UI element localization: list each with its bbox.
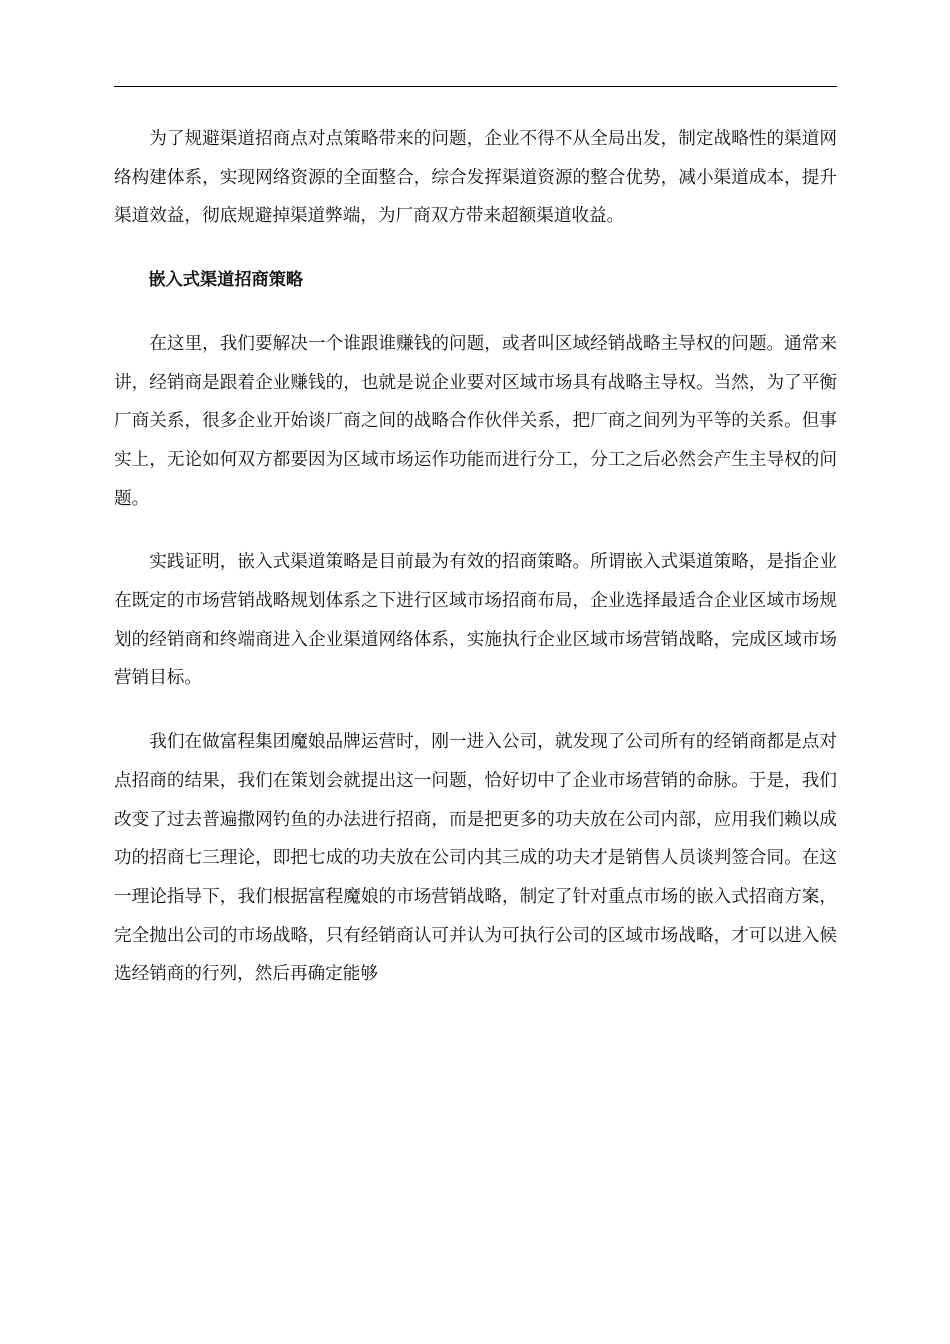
- paragraph-definition: 实践证明，嵌入式渠道策略是目前最为有效的招商策略。所谓嵌入式渠道策略，是指企业在既定的市场营销战略规划体系之下进行区域市场招商布局，企业选择最适合企业区域市场规划的经销商和终端商进入企业渠道网络体系，实施执行企业区域市场营销战略，完成区域市场营销目标。: [114, 552, 837, 689]
- paragraph-intro: 为了规避渠道招商点对点策略带来的问题，企业不得不从全局出发，制定战略性的渠道网络构建体系，实现网络资源的全面整合，综合发挥渠道资源的整合优势，减小渠道成本，提升渠道效益，彻底规避掉渠道弊端，为厂商双方带来超额渠道收益。: [114, 129, 837, 227]
- section-heading: 嵌入式渠道招商策略: [148, 270, 304, 291]
- paragraph-case-study: 我们在做富程集团魔娘品牌运营时，刚一进入公司，就发现了公司所有的经销商都是点对点招商的结果，我们在策划会就提出这一问题，恰好切中了企业市场营销的命脉。于是，我们改变了过去普遍撒网钓鱼的办法进行招商，而是把更多的功夫放在公司内部，应用我们赖以成功的招商七三理论，即把七成的功夫放在公司内其三成的功夫才是销售人员谈判签合同。在这一理论指导下，我们根据富程魔娘的市场营销战略，制定了针对重点市场的嵌入式招商方案，完全抛出公司的市场战略，只有经销商认可并认为可执行公司的区域市场战略，才可以进入候选经销商的行列，然后再确定能够: [114, 732, 837, 985]
- document-body: [114, 120, 837, 1019]
- paragraph-leadership: 在这里，我们要解决一个谁跟谁赚钱的问题，或者叫区域经销战略主导权的问题。通常来讲，经销商是跟着企业赚钱的，也就是说企业要对区域市场具有战略主导权。当然，为了平衡厂商关系，很多企业开始谈厂商之间的战略合作伙伴关系，把厂商之间列为平等的关系。但事实上，无论如何双方都要因为区域市场运作功能而进行分工，分工之后必然会产生主导权的问题。: [114, 333, 837, 509]
- header-rule: [114, 86, 837, 87]
